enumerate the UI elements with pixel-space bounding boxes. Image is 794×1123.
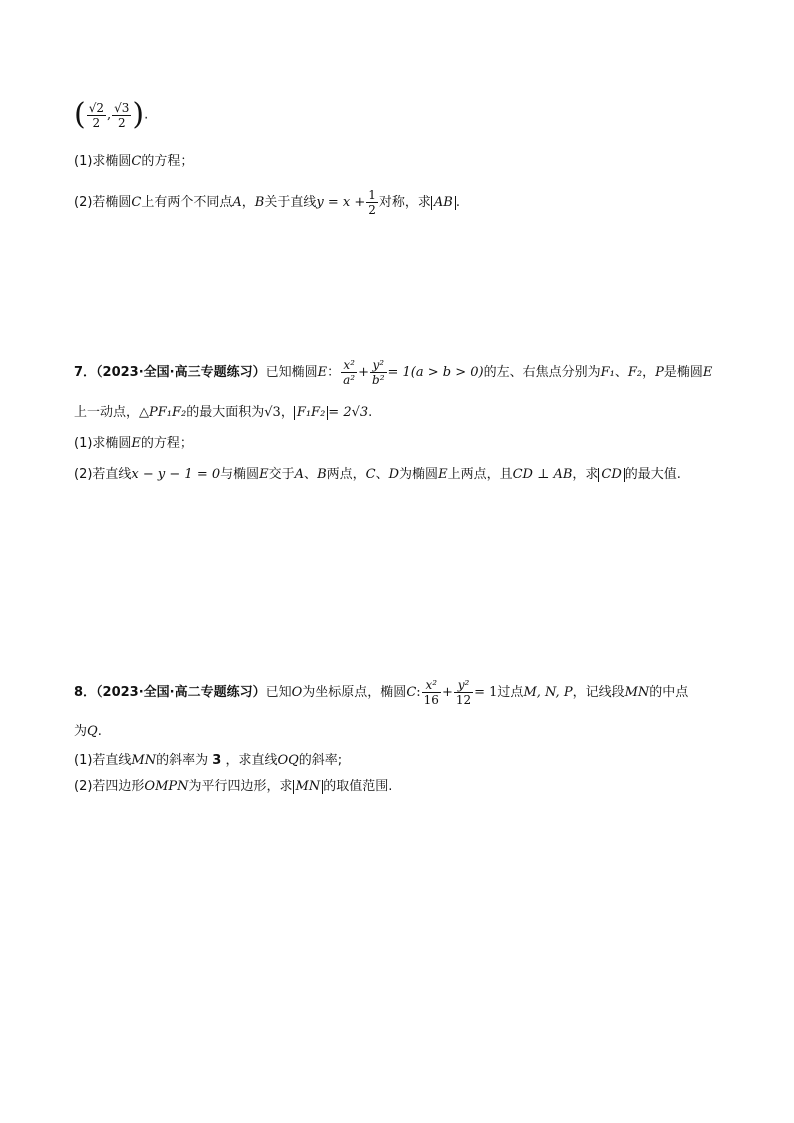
q6-point-y: $\frac{√3}{2}$ bbox=[114, 100, 130, 130]
q8-number: 8． bbox=[74, 685, 97, 700]
q8-source: （2023·全国·高二专题练习） bbox=[96, 685, 266, 700]
q8-stem-line1: 8．（2023·全国·高二专题练习）已知O为坐标原点，椭圆C: $\frac{\text{x²}}{16}$ + $\frac{\text{y²}}{12}$ = 1过点M, N, P，记线段MN的中点 bbox=[74, 678, 689, 707]
q8-y-fraction: $\frac{\text{y²}}{12}$ bbox=[455, 678, 472, 707]
q7-y-fraction: $\frac{\text{y²}}{\text{b²}}$ bbox=[372, 358, 385, 387]
q8-stem-line2: 为Q. bbox=[74, 724, 102, 739]
q6-point-x: $\frac{√2}{2}$ bbox=[88, 100, 104, 130]
q7-number: 7． bbox=[74, 365, 97, 380]
q6-part1: (1)求椭圆C的方程； bbox=[74, 154, 194, 169]
q7-part1: (1)求椭圆E的方程； bbox=[74, 436, 193, 451]
q7-part2: (2)若直线x − y − 1 = 0与椭圆E交于A、B两点，C、D为椭圆E上两点，且CD ⊥ AB，求 CD 的最大值. bbox=[74, 467, 681, 482]
q8-abs-mn: MN bbox=[293, 780, 324, 794]
q7-abs-cd: CD bbox=[598, 468, 624, 482]
q7-stem-line2: 上一动点，△PF₁F₂的最大面积为√3， F₁F₂ = 2√3. bbox=[74, 405, 373, 420]
q8-x-fraction: $\frac{\text{x²}}{16}$ bbox=[423, 678, 439, 707]
q7-abs-f1f2: F₁F₂ bbox=[294, 406, 328, 420]
q7-x-fraction: $\frac{\text{x²}}{\text{a²}}$ bbox=[343, 358, 356, 387]
q6-half-fraction: $\frac{1}{2}$ bbox=[368, 188, 376, 217]
q6-part2: (2)若椭圆C上有两个不同点A，B关于直线y = x + $\frac{1}{2}$ 对称，求 AB . bbox=[74, 188, 460, 217]
q6-point-line: ( $\frac{√2}{2}$ , $\frac{√3}{2}$ ). bbox=[74, 97, 149, 132]
q8-part1: (1)若直线MN的斜率为 3 ，求直线OQ的斜率; bbox=[74, 753, 343, 768]
q7-stem-line1: 7．（2023·全国·高三专题练习）已知椭圆E： $\frac{\text{x²}}{\text{a²}}$ + $\frac{\text{y²}}{\text{b²}}$ = 1(a > b > 0)的左、右焦点分别为F₁、F₂，P是椭圆E bbox=[74, 358, 713, 387]
q7-source: （2023·全国·高三专题练习） bbox=[96, 365, 266, 380]
q8-part2: (2)若四边形OMPN为平行四边形，求 MN 的取值范围. bbox=[74, 779, 393, 794]
q6-abs-ab: AB bbox=[431, 196, 456, 210]
